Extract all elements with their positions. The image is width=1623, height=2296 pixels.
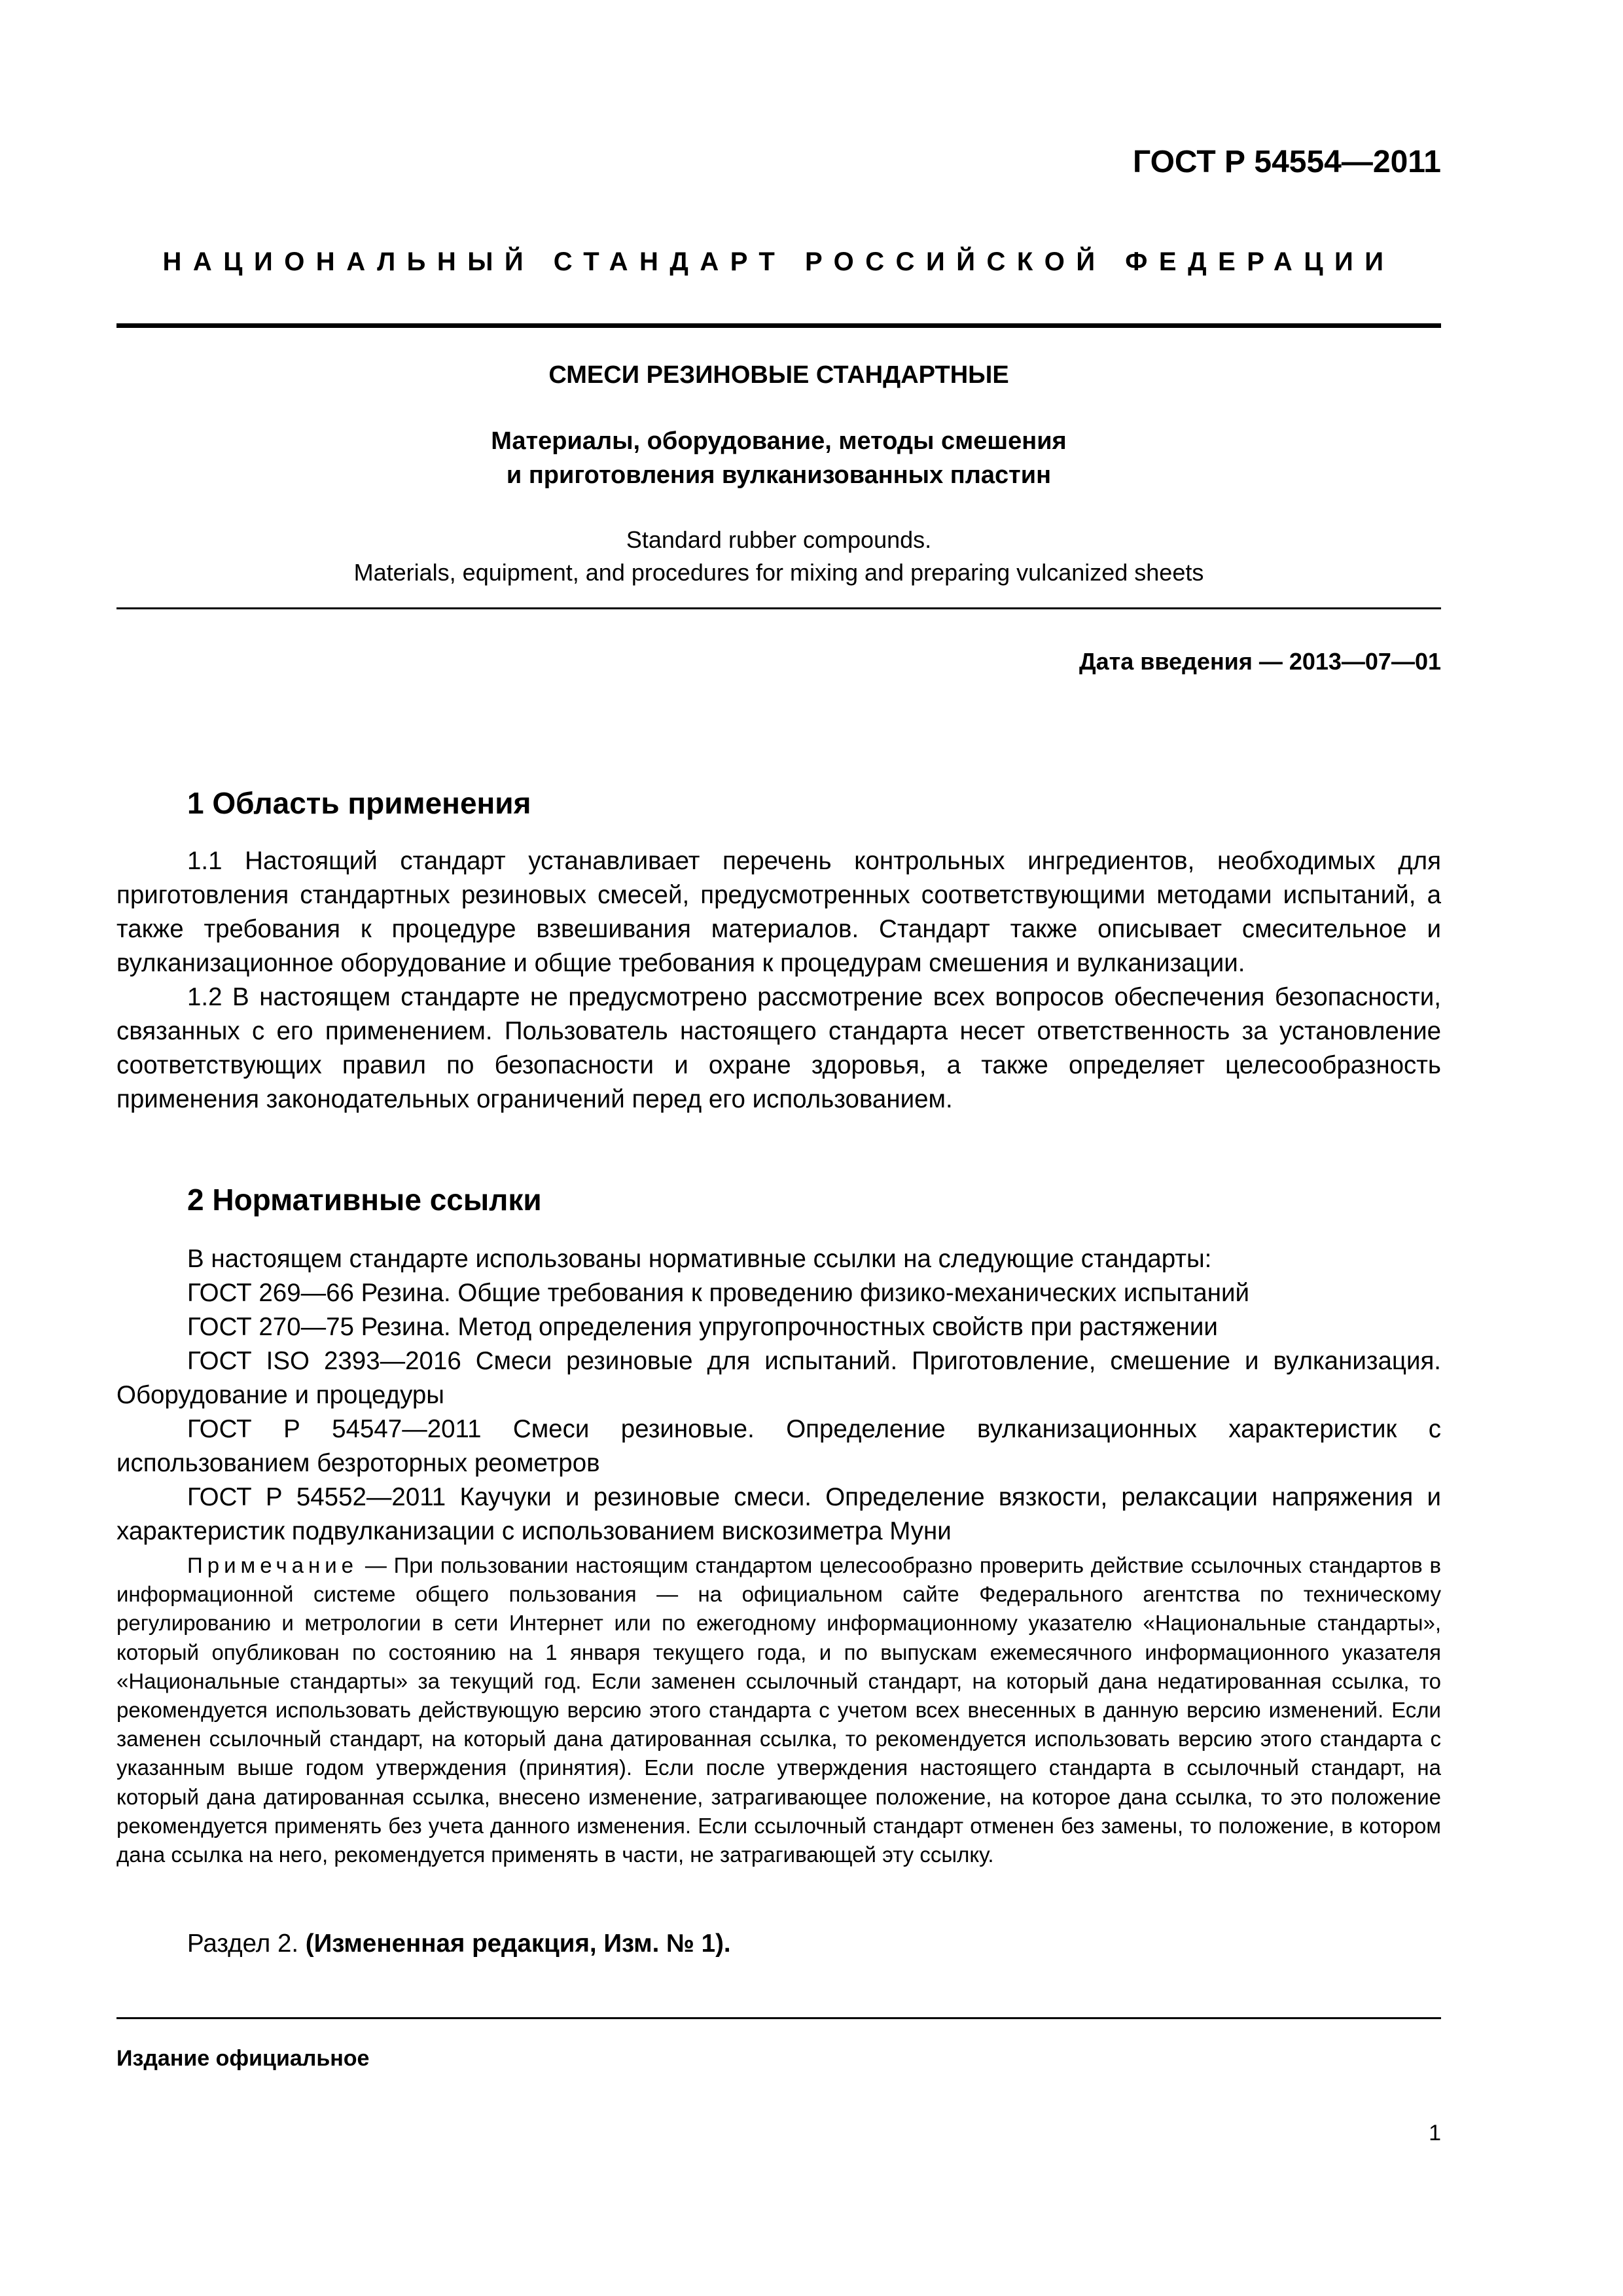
paragraph-1-1: 1.1 Настоящий стандарт устанавливает перечень контрольных ингредиентов, необходимых для приготовления стандартных резиновых смесей, предусмотренных соответствующими методами испытаний, а также требования к процедуре взвешивания материалов. Стандарт также описывает смесительное и вулканизационное оборудование и общие требования к процедурам смешения и вулканизации. bbox=[116, 847, 1441, 977]
subtitle-line-2: и приготовления вулканизованных пластин bbox=[506, 461, 1052, 489]
note-block bbox=[116, 1551, 1441, 1869]
references-intro: В настоящем стандарте использованы нормативные ссылки на следующие стандарты: bbox=[187, 1245, 1212, 1273]
note-label: Примечание bbox=[187, 1553, 359, 1577]
page-number: 1 bbox=[1429, 2121, 1441, 2145]
note-text: — При пользовании настоящим стандартом целесообразно проверить действие ссылочных стандартов в информационной системе общего пользования — на официальном сайте Федерального агентства по техническому регулированию и метрологии в сети Интернет или по ежегодному информационному указателю «Национальные стандарты», который опубликован по состоянию на 1 января текущего года, и по выпускам ежемесячного информационного указателя «Национальные стандарты» за текущий год. Если заменен ссылочный стандарт, на который дана недатированная ссылка, то рекомендуется использовать действующую версию этого стандарта с учетом всех внесенных в данную версию изменений. Если заменен ссылочный стандарт, на который дана датированная ссылка, то рекомендуется использовать версию этого стандарта с указанным выше годом утверждения (принятия). Если после утверждения настоящего стандарта в ссылочный стандарт, на который дана датированная ссылка, внесено изменение, затрагивающее положение, на которое дана ссылка, то это положение рекомендуется применять без учета данного изменения. Если ссылочный стандарт отменен без замены, то положение, в котором дана ссылка на него, рекомендуется применять в части, не затрагивающей эту ссылку. bbox=[116, 1553, 1441, 1867]
english-title-line-2: Materials, equipment, and procedures for mixing and preparing vulcanized sheets bbox=[353, 559, 1204, 586]
amendment-bold: (Измененная редакция, Изм. № 1). bbox=[305, 1929, 731, 1958]
footer-divider bbox=[116, 2017, 1441, 2019]
section-1-heading: 1 Область применения bbox=[187, 786, 531, 820]
subtitle-line-1: Материалы, оборудование, методы смешения bbox=[491, 427, 1067, 455]
reference-item: ГОСТ ISO 2393—2016 Смеси резиновые для испытаний. Приготовление, смешение и вулканизация. Оборудование и процедуры bbox=[116, 1347, 1441, 1409]
header-divider bbox=[116, 323, 1441, 328]
paragraph-1-2: 1.2 В настоящем стандарте не предусмотрено рассмотрение всех вопросов обеспечения безопасности, связанных с его применением. Пользователь настоящего стандарта несет ответственность за установление соответствующих правил по безопасности и охране здоровья, а также определяет целесообразность применения законодательных ограничений перед его использованием. bbox=[116, 983, 1441, 1113]
section-1-body bbox=[116, 844, 1441, 1117]
section-2-body bbox=[116, 1242, 1441, 1549]
reference-item: ГОСТ 269—66 Резина. Общие требования к проведению физико-механических испытаний bbox=[187, 1279, 1249, 1307]
title-divider bbox=[116, 607, 1441, 609]
amendment-prefix: Раздел 2. bbox=[187, 1929, 299, 1958]
reference-item: ГОСТ Р 54547—2011 Смеси резиновые. Определение вулканизационных характеристик с использованием безроторных реометров bbox=[116, 1415, 1441, 1477]
reference-item: ГОСТ Р 54552—2011 Каучуки и резиновые смеси. Определение вязкости, релаксации напряжения и характеристик подвулканизации с использованием вискозиметра Муни bbox=[116, 1483, 1441, 1545]
document-number: ГОСТ Р 54554—2011 bbox=[1133, 145, 1441, 179]
document-subtitle bbox=[116, 424, 1441, 492]
english-title bbox=[116, 524, 1441, 589]
national-standard-banner: НАЦИОНАЛЬНЫЙ СТАНДАРТ РОССИЙСКОЙ ФЕДЕРАЦИИ bbox=[162, 247, 1395, 276]
reference-item: ГОСТ 270—75 Резина. Метод определения упругопрочностных свойств при растяжении bbox=[187, 1313, 1218, 1341]
introduction-date: Дата введения — 2013—07—01 bbox=[1079, 648, 1441, 675]
edition-label: Издание официальное bbox=[116, 2046, 370, 2071]
section-2-heading: 2 Нормативные ссылки bbox=[187, 1183, 542, 1217]
english-title-line-1: Standard rubber compounds. bbox=[626, 526, 932, 553]
amendment-line bbox=[187, 1929, 731, 1958]
document-title: СМЕСИ РЕЗИНОВЫЕ СТАНДАРТНЫЕ bbox=[548, 361, 1009, 389]
